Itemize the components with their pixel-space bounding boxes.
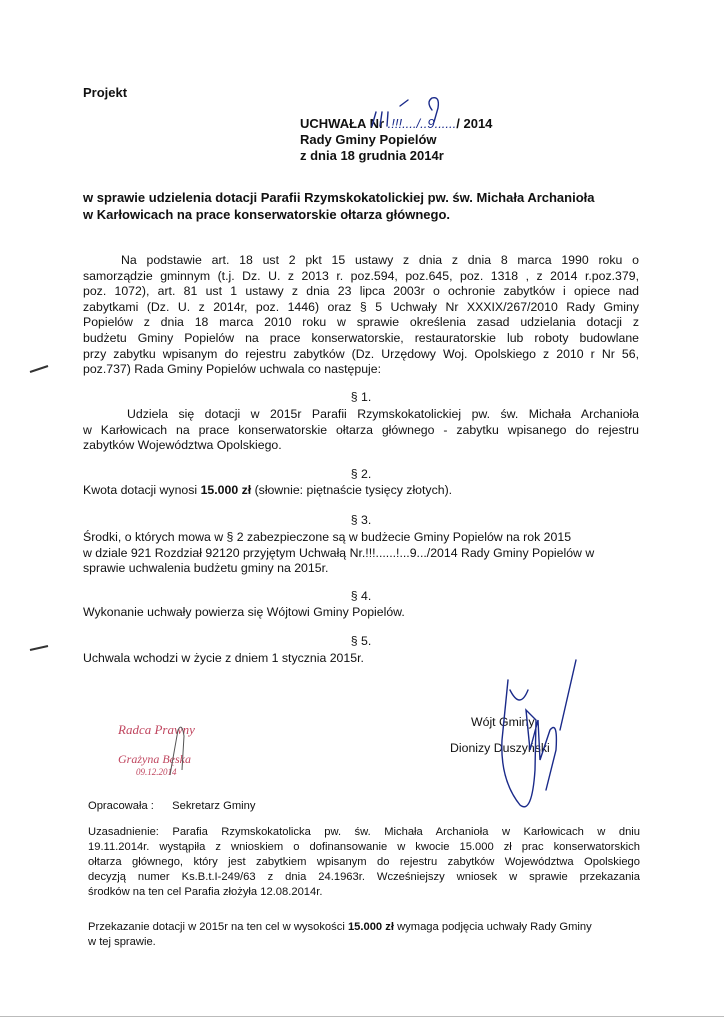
subject-line: w sprawie udzielenia dotacji Parafii Rzymskokatolickiej pw. św. Michała Archanioła — [83, 190, 595, 205]
signature-role: Wójt Gminy — [471, 715, 535, 729]
prepared-by-value: Sekretarz Gminy — [172, 800, 256, 812]
section-1-mark: § 1. — [350, 390, 372, 404]
justification-line: 19.11.2014r. wystąpiła z wnioskiem o dofinansowanie w kwocie 15.000 zł prac konserwatorskich — [88, 841, 640, 853]
section-2-prefix: Kwota dotacji wynosi — [83, 483, 201, 497]
stamp-line-1: Radca Prawny — [118, 722, 195, 737]
justification — [88, 825, 640, 900]
stamp-line-2: Grażyna Bęska — [118, 752, 191, 766]
resolution-number-prefix: UCHWAŁA Nr — [300, 116, 388, 131]
transfer-line — [88, 920, 640, 935]
justification-line: Uzasadnienie: Parafia Rzymskokatolicka pw. św. Michała Archanioła w Karłowicach w dniu — [88, 826, 640, 838]
preamble-line: Popielów z dnia 18 marca 2010 roku w sprawie określenia zasad udzielania dotacji z — [83, 315, 639, 330]
preamble-line: poz.737) Rada Gminy Popielów uchwala co następuje: — [83, 362, 382, 377]
scan-edge — [0, 1016, 724, 1017]
resolution-date: z dnia 18 grudnia 2014r — [300, 148, 444, 163]
preamble — [83, 253, 639, 378]
signature-name: Dionizy Duszyński — [450, 741, 550, 755]
stamp-scribble — [160, 720, 210, 780]
resolution-number-year: / 2014 — [456, 116, 493, 131]
justification-line: ołtarza głównego, który jest zabytkiem wpisanym do rejestru zabytków Województwa Opolskiego — [88, 856, 640, 868]
section-2-body — [83, 483, 639, 499]
subject-line: w Karłowicach na prace konserwatorskie ołtarza głównego. — [83, 206, 451, 222]
section-1-line: w Karłowicach na prace konserwatorskie ołtarza głównego - zabytku wpisanego do rejestru — [83, 422, 639, 437]
preamble-line: budżetu Gminy Popielów na prace konserwatorskie, restauratorskie lub roboty budowlane — [83, 330, 639, 345]
council-name: Rady Gminy Popielów — [300, 132, 437, 147]
prepared-by — [88, 799, 255, 814]
handwritten-number-marks — [360, 88, 500, 150]
transfer-amount: 15.000 zł — [347, 921, 394, 933]
transfer-line: w tej sprawie. — [88, 936, 156, 948]
justification-line: środków na ten cel Parafia złożyła 12.08.2014r. — [88, 886, 323, 898]
section-4-mark: § 4. — [350, 589, 372, 603]
signature-scribble — [480, 650, 590, 820]
section-3-mark: § 3. — [350, 513, 372, 527]
section-5-body: Uchwala wchodzi w życie z dniem 1 stycznia 2015r. — [83, 651, 364, 665]
section-2-mark: § 2. — [350, 467, 372, 481]
section-1-line: zabytków Województwa Opolskiego. — [83, 438, 282, 453]
preamble-line: przy zabytku wpisanym do rejestru zabytków (Dz. Urzędowy Woj. Opolskiego z 2010 r Nr 56, — [83, 346, 639, 361]
section-4-body: Wykonanie uchwały powierza się Wójtowi Gminy Popielów. — [83, 605, 405, 619]
section-1-body — [83, 407, 639, 454]
stamp-line-3: 09.12.2014 — [136, 767, 177, 777]
preamble-line: zabytkami (Dz. U. z 2014r, poz. 1446) oraz § 5 Uchwały Nr XXXIX/267/2010 Rady Gminy — [83, 299, 639, 314]
section-3-line: sprawie uchwalenia budżetu gminy na 2015r. — [83, 561, 329, 576]
section-3-line: Środki, o których mowa w § 2 zabezpieczone są w budżecie Gminy Popielów na rok 2015 — [83, 530, 572, 544]
section-5-mark: § 5. — [350, 634, 372, 648]
transfer-prefix: Przekazanie dotacji w 2015r na ten cel w wysokości — [88, 921, 348, 933]
section-2-suffix: (słownie: piętnaście tysięcy złotych). — [251, 483, 453, 497]
section-2-amount: 15.000 zł — [200, 483, 252, 497]
preamble-line: Na podstawie art. 18 ust 2 pkt 15 ustawy z dnia z dnia 8 marca 1990 roku o — [121, 253, 639, 267]
transfer-note — [88, 920, 640, 950]
preamble-line: samorządzie gminnym (t.j. Dz. U. z 2013 r. poz.594, poz.645, poz. 1318 , z 2014 r.poz.379, — [83, 268, 639, 283]
section-3-line: w dziale 921 Rozdział 92120 przyjętym Uchwałą Nr.!!!......!...9.../2014 Rady Gminy Popielów w — [83, 545, 595, 560]
prepared-by-label: Opracowała : — [88, 800, 154, 812]
margin-mark — [28, 362, 52, 376]
subject-block — [83, 190, 643, 223]
preamble-line: poz. 1072), art. 81 ust 1 ustawy z dnia 23 lipca 2003r o ochronie zabytków i opiece nad — [83, 284, 639, 299]
section-1-line: Udziela się dotacji w 2015r Parafii Rzymskokatolickiej pw. św. Michała Archanioła — [127, 407, 639, 421]
project-label: Projekt — [83, 85, 128, 100]
resolution-number-fill: .!!!..../..9...... — [387, 116, 457, 131]
section-3-body — [83, 530, 643, 577]
transfer-suffix: wymaga podjęcia uchwały Rady Gminy — [393, 921, 592, 933]
margin-mark — [28, 642, 52, 656]
justification-line: decyzją numer Ks.B.t.I-249/63 z dnia 24.1963r. Wcześniejszy wniosek w sprawie przekazania — [88, 871, 640, 883]
